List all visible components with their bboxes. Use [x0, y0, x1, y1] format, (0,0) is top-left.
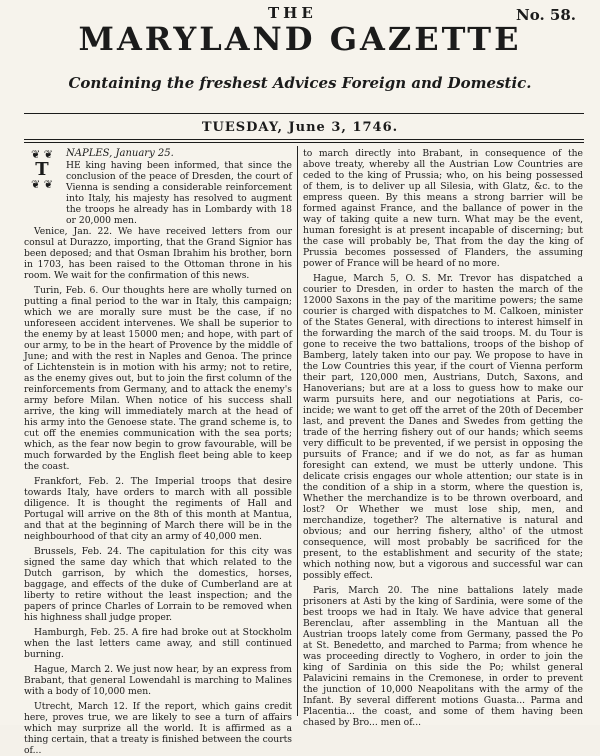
ornament-top: ❦ ❦	[31, 148, 53, 161]
column-divider	[297, 146, 298, 716]
article-venice: Venice, Jan. 22. We have received letters from our consul at Durazzo, importing, that the Grand Signior has been deposed; and that Osman Ibrahim his brother, born in 1703, has been raised to the Ottoman throne in his room. We wait for the confirmation of this news.	[24, 226, 292, 281]
article-turin: Turin, Feb. 6. Our thoughts here are wholly turned on putting a final period to the war in Italy, this campaign; which we are morally sure must be the case, if no unforeseen accident intervenes. We shall be superior to the enemy by at least 15000 men; and hope, with part of our army, to be in the heart of Provence by the middle of June; and with the rest in Naples and Genoa. The prince of Lichtenstein is in motion with his army; not to retire, as the enemy gives out, but to join the first column of the reinforcements from Germany, and to attack the enemy's army before Milan. When notice of his success shall arrive, the king will immediately march at the head of his army into the Genoese state. The grand scheme is, to cut off the enemies communication with the sea ports; which, as the fear now begin to grow favourable, will be much forwarded by the English fleet being able to keep the coast.	[24, 285, 292, 472]
article-frankfort: Frankfort, Feb. 2. The Imperial troops that desire towards Italy, have orders to march with all possible diligence. It is thought the regiments of Hall and Portugal will arrive on the 8th of this month at Mantua, and that at the beginning of March there will be in the neighbourhood of that city an army of 40,000 men.	[24, 476, 292, 542]
opening-dateline: NAPLES, January 25.	[66, 148, 174, 159]
rule-bottom	[24, 139, 584, 140]
opening-text: HE king having been informed, that since the conclusion of the peace of Dresden, the court of Vienna is sending a considerable reinforcement into Italy, his majesty has resolved to augment the troops he already has in Lombardy with 18 or 20,000 men.	[66, 160, 292, 226]
article-utrecht: Utrecht, March 12. If the report, which gains credit here, proves true, we are likely to see a turn of affairs which may surprize all the world. It is affirmed as a thing certain, that a treaty is finished between the courts of...	[24, 701, 292, 756]
issue-number: No. 58.	[516, 6, 576, 24]
drop-cap: T	[35, 159, 49, 180]
rule-top	[24, 113, 584, 114]
rule-bottom-double	[24, 142, 584, 143]
newspaper-subtitle: Containing the freshest Advices Foreign and Domestic.	[68, 74, 532, 92]
left-column	[24, 148, 292, 756]
article-hague-march-2: Hague, March 2. We just now hear, by an express from Brabant, that general Lowendahl is marching to Malines with a body of 10,000 men.	[24, 664, 292, 697]
masthead-the: THE	[268, 4, 317, 22]
article-hague-march-5: Hague, March 5, O. S. Mr. Trevor has dispatched a courier to Dresden, in order to hasten the march of the 12000 Saxons in the pay of the maritime powers; the same courier is charged with dispatches to M. Calkoen, minister of the States General, with directions to interest himself in the forwarding the march of the said troops. M. du Tour is gone to receive the two battalions, troops of the bishop of Bamberg, lately taken into our pay. We propose to have in the Low Countries this year, if the court of Vienna perform their part, 120,000 men, Austrians, Dutch, Saxons, and Hanoverians; but are at a loss to guess how to make our warm pursuits here, and our negotiations at Paris, co-incide; we want to get off the arret of the 20th of December last, and prevent the Danes and Swedes from getting the trade of the herring fishery out of our hands; which seems very difficult to be prevented, if we persist in opposing the pursuits of France; and if we do not, as far as human foresight can extend, we must be utterly undone. This delicate crisis engages our whole attention; our state is in the condition of a ship in a storm, where the question is, Whether the merchandize is to be thrown overboard, and lost? Or Whether we must lose ship, men, and merchandize, together? The alternative is natural and obvious; and our herring fishery, altho' of the utmost consequence, will most probably be sacrificed for the present, to the establishment and security of the state; which nothing now, but a vigorous and successful war can possibly effect.	[303, 273, 583, 581]
right-column	[303, 148, 583, 728]
issue-date: TUESDAY, June 3, 1746.	[201, 120, 399, 135]
newspaper-title: MARYLAND GAZETTE	[78, 20, 522, 58]
article-hamburgh: Hamburgh, Feb. 25. A fire had broke out at Stockholm when the last letters came away, and still continued burning.	[24, 627, 292, 660]
article-brussels: Brussels, Feb. 24. The capitulation for this city was signed the same day which that which related to the Dutch garrison, by which the domestics, horses, baggage, and effects of the duke of Cumberland are at liberty to retire without the least inspection; and the papers of prince Charles of Lorrain to be removed when his highness shall judge proper.	[24, 546, 292, 623]
ornamental-initial	[24, 148, 60, 218]
article-paris: Paris, March 20. The nine battalions lately made prisoners at Asti by the king of Sardinia, were some of the best troops we had in Italy. We have advice that general Berenclau, after assembling in the Mantuan all the Austrian troops lately come from Germany, passed the Po at St. Benedetto, and marched to Parma; from whence he was proceeding directly to Voghero, in order to join the king of Sardinia on this side the Po; whilst general Palavicini remains in the Cremonese, in order to prevent the junction of 10,000 Neapolitans with the army of the Infant. By several different motions Guasta... Parma and Placentia... the coast, and some of them having been chased by Bro... men of...	[303, 585, 583, 728]
article-continued: to march directly into Brabant, in consequence of the above treaty, whereby all the Austrian Low Countries are ceded to the king of Prussia; who, on his being possessed of them, is to deliver up all Silesia, with Glatz, &c. to the empress queen. By this means a strong barrier will be formed against France, and the ballance of power in the way of taking quite a new turn. What may be the event, human foresight is at present incapable of discerning; but the case will probably be, That from the day the king of Prussia becomes possessed of Flanders, the assuming power of France will be heard of no more.	[303, 148, 583, 269]
opening-article	[24, 148, 292, 224]
ornament-bottom: ❦ ❦	[31, 178, 53, 191]
